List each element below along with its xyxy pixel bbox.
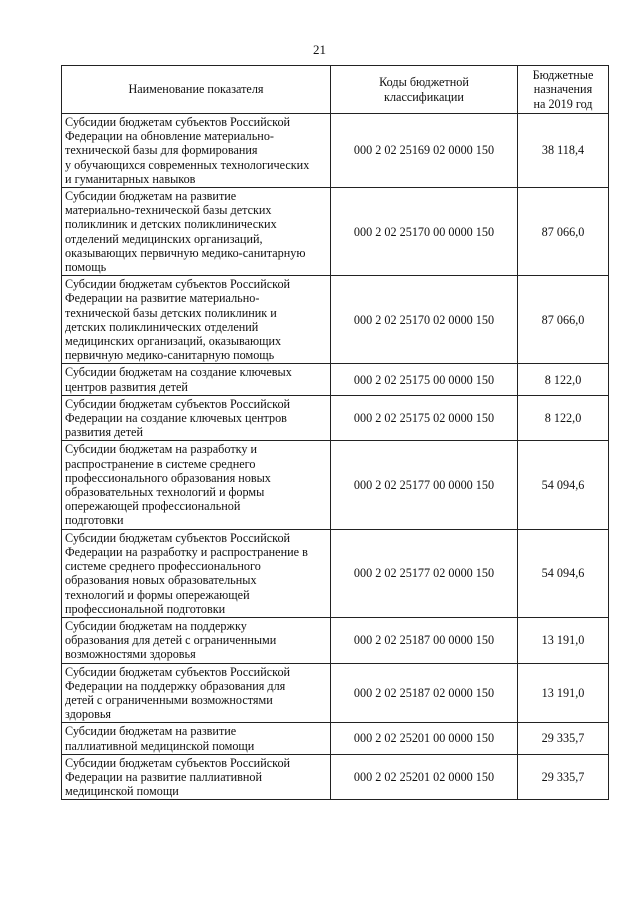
table-row	[62, 529, 609, 617]
row-name-cell: Субсидии бюджетам на развитие материально-технической базы детских поликлиник и детских поликлинических отделений медицинских организаций, оказывающих первичную медико-санитарную помощь	[62, 188, 331, 276]
row-amount-cell: 13 191,0	[518, 663, 609, 723]
row-amount-cell: 8 122,0	[518, 364, 609, 395]
row-amount-cell: 8 122,0	[518, 395, 609, 441]
table-row	[62, 663, 609, 723]
table-row	[62, 188, 609, 276]
row-amount-cell: 38 118,4	[518, 114, 609, 188]
row-amount-cell: 54 094,6	[518, 441, 609, 529]
table-row	[62, 364, 609, 395]
row-amount-cell: 87 066,0	[518, 276, 609, 364]
row-code-cell: 000 2 02 25170 00 0000 150	[331, 188, 518, 276]
row-name-cell: Субсидии бюджетам субъектов Российской Федерации на поддержку образования для детей с ограниченными возможностями здоровья	[62, 663, 331, 723]
row-code-cell: 000 2 02 25169 02 0000 150	[331, 114, 518, 188]
row-amount-cell: 29 335,7	[518, 754, 609, 800]
table-row	[62, 723, 609, 754]
row-name-cell: Субсидии бюджетам субъектов Российской Федерации на развитие паллиативной медицинской помощи	[62, 754, 331, 800]
row-name-cell: Субсидии бюджетам субъектов Российской Федерации на обновление материально- технической базы для формирования у обучающихся современных технологических и гуманитарных навыков	[62, 114, 331, 188]
row-amount-cell: 87 066,0	[518, 188, 609, 276]
row-code-cell: 000 2 02 25201 00 0000 150	[331, 723, 518, 754]
table-row	[62, 617, 609, 663]
header-indicator-name: Наименование показателя	[62, 66, 331, 114]
page-number: 21	[313, 42, 326, 57]
table-header-row	[62, 66, 609, 114]
row-code-cell: 000 2 02 25201 02 0000 150	[331, 754, 518, 800]
row-code-cell: 000 2 02 25187 02 0000 150	[331, 663, 518, 723]
row-code-cell: 000 2 02 25177 02 0000 150	[331, 529, 518, 617]
header-budget-code: Коды бюджетной классификации	[331, 66, 518, 114]
row-code-cell: 000 2 02 25175 02 0000 150	[331, 395, 518, 441]
row-amount-cell: 13 191,0	[518, 617, 609, 663]
row-amount-cell: 29 335,7	[518, 723, 609, 754]
row-name-cell: Субсидии бюджетам на создание ключевых центров развития детей	[62, 364, 331, 395]
row-code-cell: 000 2 02 25170 02 0000 150	[331, 276, 518, 364]
row-name-cell: Субсидии бюджетам на поддержку образования для детей с ограниченными возможностями здоровья	[62, 617, 331, 663]
table-row	[62, 754, 609, 800]
row-name-cell: Субсидии бюджетам на разработку и распространение в системе среднего профессионального образования новых образовательных технологий и формы опережающей профессиональной подготовки	[62, 441, 331, 529]
row-name-cell: Субсидии бюджетам субъектов Российской Федерации на разработку и распространение в системе среднего профессионального образования новых образовательных технологий и формы опережающей профессиональной подготовки	[62, 529, 331, 617]
row-name-cell: Субсидии бюджетам на развитие паллиативной медицинской помощи	[62, 723, 331, 754]
table-row	[62, 114, 609, 188]
row-code-cell: 000 2 02 25177 00 0000 150	[331, 441, 518, 529]
table-row	[62, 276, 609, 364]
table-row	[62, 395, 609, 441]
row-code-cell: 000 2 02 25175 00 0000 150	[331, 364, 518, 395]
row-name-cell: Субсидии бюджетам субъектов Российской Федерации на создание ключевых центров развития детей	[62, 395, 331, 441]
row-amount-cell: 54 094,6	[518, 529, 609, 617]
budget-table	[61, 65, 609, 800]
row-code-cell: 000 2 02 25187 00 0000 150	[331, 617, 518, 663]
header-budget-amount: Бюджетные назначения на 2019 год	[518, 66, 609, 114]
row-name-cell: Субсидии бюджетам субъектов Российской Федерации на развитие материально- технической базы детских поликлиник и детских поликлинических отделений медицинских организаций, оказывающих первичную медико-санитарную помощь	[62, 276, 331, 364]
table-row	[62, 441, 609, 529]
